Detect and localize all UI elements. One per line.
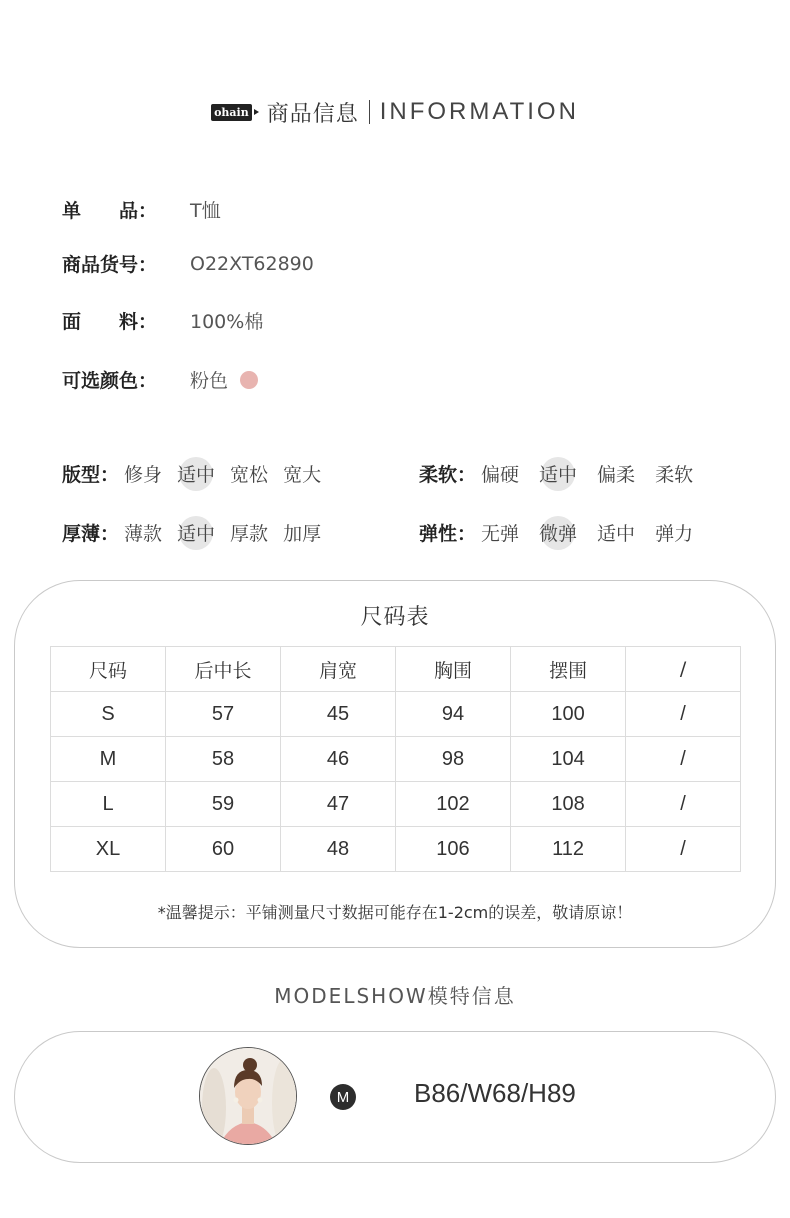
table-row — [51, 782, 741, 827]
model-avatar — [199, 1047, 297, 1145]
info-row-fabric — [62, 307, 263, 334]
info-label: 可选颜色： — [62, 370, 158, 392]
table-header-cell: 摆围 — [511, 647, 626, 692]
info-value: 粉色 — [190, 370, 229, 392]
table-cell: 46 — [280, 737, 395, 782]
attr-option: 修身 — [124, 464, 163, 486]
table-cell: 106 — [395, 827, 510, 872]
table-header-cell: 胸围 — [395, 647, 510, 692]
info-row-item — [62, 196, 221, 223]
attr-option-selected: 适中 — [176, 460, 216, 487]
table-row — [51, 737, 741, 782]
info-label: 商品货号： — [62, 254, 158, 276]
table-cell: M — [51, 737, 166, 782]
color-swatch[interactable] — [240, 371, 258, 389]
table-cell: XL — [51, 827, 166, 872]
table-cell: 100 — [511, 692, 626, 737]
model-size-badge: M — [330, 1084, 356, 1110]
size-chart-title: 尺码表 — [360, 605, 430, 630]
table-cell: 108 — [511, 782, 626, 827]
play-arrow-icon — [254, 109, 259, 115]
attr-option: 柔软 — [655, 464, 694, 486]
table-cell: 112 — [511, 827, 626, 872]
info-value: O22XT62890 — [190, 252, 314, 275]
table-cell: 58 — [166, 737, 281, 782]
info-value: 100%棉 — [190, 311, 264, 333]
table-header-cell: 肩宽 — [280, 647, 395, 692]
info-row-color — [62, 366, 258, 393]
attr-option: 偏硬 — [481, 464, 520, 486]
measurement-tip: *温馨提示：平铺测量尺寸数据可能存在1-2cm的误差，敬请原谅！ — [157, 903, 633, 922]
table-cell: 98 — [395, 737, 510, 782]
table-cell: 47 — [280, 782, 395, 827]
table-cell: / — [626, 827, 741, 872]
attr-thickness — [62, 519, 335, 546]
table-cell: 94 — [395, 692, 510, 737]
table-header-row — [51, 647, 741, 692]
attr-option: 弹力 — [655, 523, 694, 545]
table-header-cell: 后中长 — [166, 647, 281, 692]
table-cell: 104 — [511, 737, 626, 782]
section-header — [0, 90, 790, 134]
attr-elasticity — [419, 519, 707, 546]
table-header-cell: / — [626, 647, 741, 692]
header-divider — [369, 100, 370, 124]
attr-option: 无弹 — [481, 523, 520, 545]
size-table — [50, 646, 741, 872]
table-row — [51, 827, 741, 872]
attr-option-selected: 适中 — [176, 519, 216, 546]
info-value: T恤 — [190, 200, 221, 222]
brand-logo: ohain — [211, 104, 252, 121]
table-cell: 57 — [166, 692, 281, 737]
attr-option: 偏柔 — [597, 464, 636, 486]
table-cell: S — [51, 692, 166, 737]
table-cell: / — [626, 692, 741, 737]
attr-option: 加厚 — [283, 523, 322, 545]
table-cell: 45 — [280, 692, 395, 737]
model-portrait-icon — [200, 1048, 296, 1144]
attr-option-selected: 微弹 — [538, 519, 578, 546]
table-cell: / — [626, 782, 741, 827]
attr-label: 厚薄： — [62, 523, 120, 545]
attr-label: 版型： — [62, 464, 120, 486]
attr-option: 薄款 — [124, 523, 163, 545]
table-cell: 102 — [395, 782, 510, 827]
table-cell: L — [51, 782, 166, 827]
attr-option-selected: 适中 — [538, 460, 578, 487]
table-cell: 60 — [166, 827, 281, 872]
info-row-sku — [62, 250, 314, 277]
attr-option: 宽松 — [230, 464, 269, 486]
attr-softness — [419, 460, 707, 487]
table-cell: 48 — [280, 827, 395, 872]
attr-label: 弹性： — [419, 523, 477, 545]
table-cell: / — [626, 737, 741, 782]
header-title-cn: 商品信息 — [266, 101, 359, 127]
attr-label: 柔软： — [419, 464, 477, 486]
header-title-en: INFORMATION — [379, 98, 579, 125]
model-card — [14, 1031, 776, 1163]
model-measurements: B86/W68/H89 — [414, 1078, 576, 1108]
model-section-title: MODELSHOW模特信息 — [274, 984, 516, 1008]
attr-option: 适中 — [597, 523, 636, 545]
table-row — [51, 692, 741, 737]
table-header-cell: 尺码 — [51, 647, 166, 692]
attr-fit — [62, 460, 335, 487]
attr-option: 厚款 — [230, 523, 269, 545]
attr-option: 宽大 — [283, 464, 322, 486]
info-label: 面 料： — [62, 311, 158, 333]
table-cell: 59 — [166, 782, 281, 827]
info-label: 单 品： — [62, 200, 158, 222]
